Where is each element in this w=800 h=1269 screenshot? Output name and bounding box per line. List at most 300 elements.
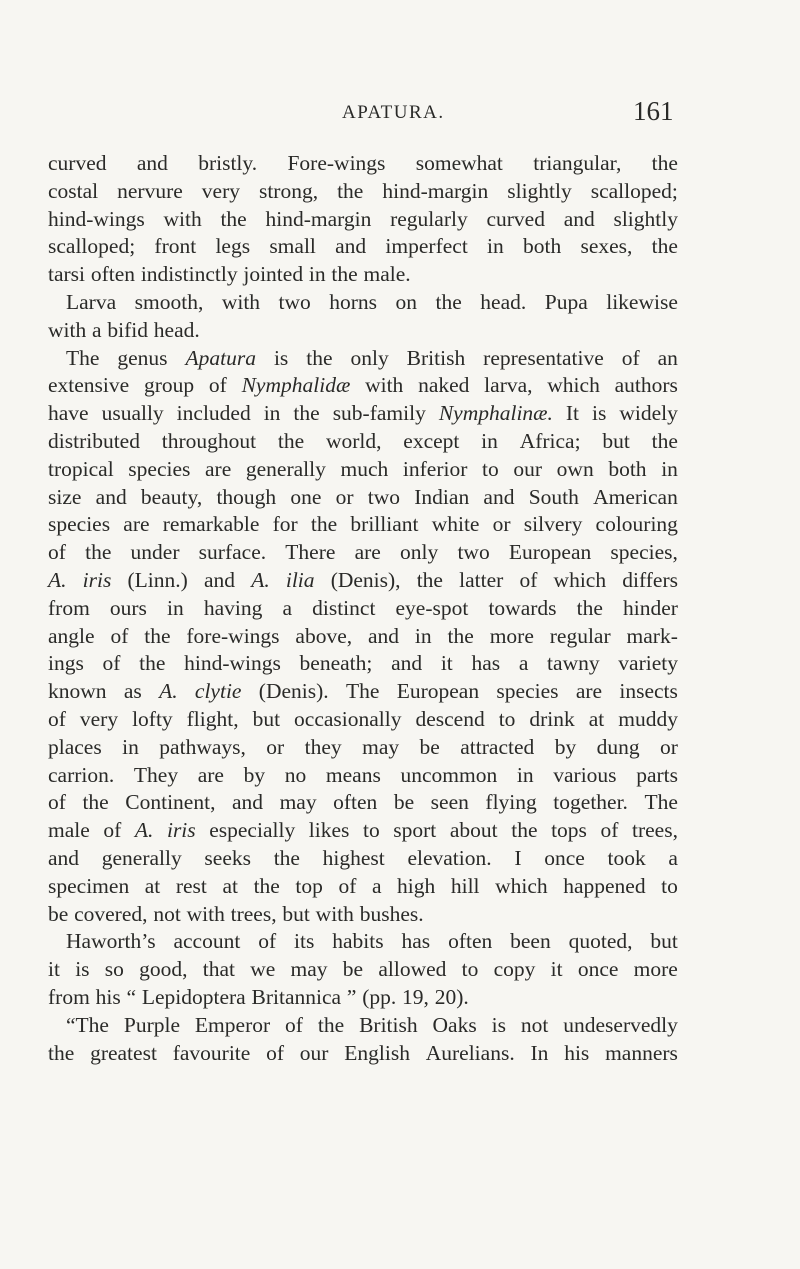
word: very — [79, 706, 119, 731]
word: ours — [109, 595, 147, 620]
text-line — [48, 372, 678, 400]
word: above, — [295, 623, 353, 648]
word: likewise — [606, 289, 678, 314]
word: that — [202, 957, 235, 982]
word: beneath; — [299, 651, 373, 676]
word: one — [290, 484, 322, 509]
word: with — [365, 373, 404, 398]
word: A. — [134, 818, 154, 843]
text-line — [48, 1012, 678, 1040]
word: more — [489, 623, 534, 648]
word: in — [414, 623, 432, 648]
word: drink — [529, 706, 575, 731]
word: inferior — [402, 456, 468, 481]
word: Britannica — [251, 984, 342, 1009]
text-line — [48, 956, 678, 984]
word: be — [419, 734, 440, 759]
word: front — [154, 234, 197, 259]
word: of — [48, 790, 66, 815]
word: and — [203, 567, 236, 592]
word: Nymphalinæ. — [438, 401, 553, 426]
word: elevation. — [407, 845, 492, 870]
word: scalloped; — [590, 178, 678, 203]
word: (Linn.) — [127, 567, 188, 592]
word: larva, — [484, 373, 533, 398]
word: his — [564, 1040, 590, 1065]
word: but — [650, 929, 678, 954]
word: be — [393, 790, 415, 815]
word: in — [263, 401, 281, 426]
word: favourite — [172, 1040, 251, 1065]
word: distributed — [48, 428, 140, 453]
word: be — [342, 957, 364, 982]
text-line — [48, 817, 678, 845]
word: flying — [485, 790, 537, 815]
word: under — [130, 540, 180, 565]
word: by — [243, 762, 266, 787]
word: British — [359, 1012, 418, 1037]
word: to — [498, 706, 516, 731]
word: Aurelians. — [425, 1040, 515, 1065]
word: eye-spot — [395, 595, 469, 620]
word: Pupa — [544, 289, 588, 314]
word: and — [483, 484, 515, 509]
word: has — [401, 929, 431, 954]
word: covered, — [74, 901, 148, 926]
word: or — [660, 734, 678, 759]
word: parts — [636, 762, 678, 787]
word: clytie — [194, 679, 242, 704]
word: to — [362, 818, 380, 843]
text-line — [48, 178, 678, 206]
word: A. — [251, 567, 270, 592]
word: There — [285, 540, 336, 565]
text-line — [48, 901, 678, 929]
word: the — [651, 151, 678, 175]
word: male. — [363, 262, 411, 287]
word: Continent, — [125, 790, 216, 815]
word: of — [266, 1040, 285, 1065]
word: attracted — [460, 734, 535, 759]
word: fore-wings — [186, 623, 280, 648]
word: the — [48, 1040, 75, 1065]
text-line — [48, 456, 678, 484]
word: smooth, — [134, 289, 204, 314]
word: but — [282, 901, 310, 926]
word: male — [48, 818, 90, 843]
word: the — [220, 206, 247, 231]
word: to — [461, 957, 479, 982]
word: scalloped; — [48, 234, 136, 259]
word: the — [144, 623, 171, 648]
word: the — [139, 651, 166, 676]
word: of — [48, 706, 66, 731]
word: for — [272, 512, 298, 537]
word: the — [651, 234, 678, 259]
word: regular — [549, 623, 611, 648]
word: species — [48, 512, 111, 537]
word: iris — [82, 567, 112, 592]
word: the — [277, 428, 305, 453]
text-line — [48, 511, 678, 539]
word: and — [95, 484, 127, 509]
word: be — [48, 901, 69, 926]
word: Purple — [123, 1012, 181, 1037]
word: ilia — [285, 567, 315, 592]
text-line — [48, 567, 678, 595]
word: been — [510, 929, 551, 954]
page-number: 161 — [633, 96, 674, 126]
word: descend — [415, 706, 485, 731]
word: on — [395, 289, 418, 314]
text-line — [48, 261, 678, 289]
word: the — [306, 345, 333, 370]
word: in — [308, 262, 326, 287]
word: or — [266, 734, 285, 759]
word: the — [331, 262, 358, 287]
word: places — [48, 734, 102, 759]
word: but — [602, 428, 630, 453]
word: ings — [48, 651, 84, 676]
word: are — [205, 456, 232, 481]
text-line — [48, 1040, 678, 1068]
word: are — [197, 762, 224, 787]
word: have — [48, 401, 89, 426]
word: silvery — [523, 512, 583, 537]
word: account — [173, 929, 241, 954]
text-line — [48, 233, 678, 261]
word: together. — [553, 790, 628, 815]
word: Africa; — [519, 428, 581, 453]
word: has — [471, 651, 501, 676]
word: angle — [48, 623, 95, 648]
word: a — [518, 651, 529, 676]
word: the — [651, 428, 678, 453]
word: very — [201, 178, 240, 203]
word: curved — [486, 206, 545, 231]
word: rest — [175, 873, 207, 898]
word: not — [520, 1012, 549, 1037]
word: of — [285, 1012, 303, 1037]
word: sexes, — [580, 234, 633, 259]
word: with — [186, 901, 225, 926]
word: of — [519, 567, 538, 592]
word: naked — [418, 373, 470, 398]
word: except — [403, 428, 460, 453]
text-line — [48, 762, 678, 790]
word: species — [128, 456, 191, 481]
word: copy — [493, 957, 536, 982]
word: with — [221, 289, 261, 314]
word: and — [563, 206, 595, 231]
word: as — [123, 679, 142, 704]
word: curved — [48, 151, 107, 175]
word: the — [82, 790, 109, 815]
word: the — [85, 540, 112, 565]
word: the — [310, 512, 338, 537]
word: “The — [66, 1012, 109, 1037]
word: only — [350, 345, 389, 370]
word: once — [544, 845, 585, 870]
word: we — [250, 957, 276, 982]
word: in — [661, 456, 678, 481]
word: with — [163, 206, 202, 231]
word: triangular, — [533, 151, 622, 175]
word: regularly — [390, 206, 468, 231]
word: authors — [614, 373, 678, 398]
word: and — [48, 845, 80, 870]
text-line — [48, 206, 678, 234]
text-line — [48, 734, 678, 762]
word: indistinctly — [140, 262, 238, 287]
word: it — [550, 957, 563, 982]
word: a — [371, 873, 382, 898]
word: genus — [117, 345, 168, 370]
word: I — [514, 845, 522, 870]
text-line — [48, 650, 678, 678]
word: the — [416, 567, 443, 592]
word: remarkable — [162, 512, 260, 537]
word: quoted, — [568, 929, 633, 954]
word: world, — [325, 428, 382, 453]
word: the — [293, 401, 320, 426]
word: an — [657, 345, 678, 370]
word: which — [553, 567, 607, 592]
word: tops — [551, 818, 587, 843]
page-header — [0, 96, 800, 136]
word: white — [431, 512, 480, 537]
word: may — [290, 957, 328, 982]
word: to — [661, 873, 678, 898]
word: costal — [48, 178, 99, 203]
text-line — [48, 678, 678, 706]
word: of — [600, 818, 619, 843]
word: A. — [48, 567, 67, 592]
word: only — [400, 540, 439, 565]
word: of — [103, 818, 122, 843]
word: English — [344, 1040, 410, 1065]
word: generally — [101, 845, 182, 870]
text-line — [48, 289, 678, 317]
word: insects — [619, 679, 678, 704]
word: the — [511, 818, 538, 843]
word: in — [481, 428, 498, 453]
word: Haworth’s — [66, 929, 156, 954]
word: imperfect — [385, 234, 468, 259]
word: more — [633, 957, 678, 982]
text-line — [48, 400, 678, 428]
word: slightly — [613, 206, 678, 231]
text-line — [48, 928, 678, 956]
word: strong, — [258, 178, 319, 203]
word: undeservedly — [563, 1012, 678, 1037]
text-line — [48, 873, 678, 901]
text-line — [48, 484, 678, 512]
word: likes — [308, 818, 350, 843]
word: jointed — [243, 262, 304, 287]
word: no — [284, 762, 307, 787]
word: bushes. — [359, 901, 424, 926]
word: It — [565, 401, 580, 426]
word: both — [608, 456, 647, 481]
word: seeks — [204, 845, 251, 870]
word: generally — [245, 456, 326, 481]
text-line — [48, 789, 678, 817]
word: European — [508, 540, 592, 565]
word: trees, — [230, 901, 277, 926]
word: in — [167, 595, 184, 620]
word: (pp. — [362, 984, 397, 1009]
text-line — [48, 595, 678, 623]
word: of — [208, 373, 227, 398]
word: variety — [618, 651, 678, 676]
word: are — [123, 512, 150, 537]
word: mark- — [626, 623, 678, 648]
word: not — [153, 901, 181, 926]
word: size — [48, 484, 82, 509]
word: our — [513, 456, 543, 481]
word: and — [231, 790, 264, 815]
word: of — [258, 929, 277, 954]
word: species — [496, 679, 559, 704]
word: A. — [159, 679, 178, 704]
word: horns — [329, 289, 378, 314]
word: (Denis), — [330, 567, 401, 592]
word: American — [593, 484, 678, 509]
word: the — [576, 595, 603, 620]
word: of — [102, 651, 121, 676]
word: differs — [622, 567, 678, 592]
word: once — [577, 957, 619, 982]
body-text — [48, 150, 678, 1067]
word: hind-margin — [382, 178, 489, 203]
word: surface. — [198, 540, 267, 565]
word: though — [216, 484, 277, 509]
word: tarsi — [48, 262, 86, 287]
word: occasionally — [294, 706, 402, 731]
word: from — [48, 595, 90, 620]
word: are — [354, 540, 381, 565]
word: In — [530, 1040, 549, 1065]
word: of — [338, 873, 357, 898]
word: trees, — [632, 818, 678, 843]
word: two — [278, 289, 311, 314]
word: highest — [322, 845, 385, 870]
word: in — [487, 234, 504, 259]
word: hill — [450, 873, 480, 898]
word: head. — [153, 317, 200, 342]
text-line — [48, 345, 678, 373]
word: The — [345, 679, 380, 704]
word: in — [516, 762, 534, 787]
word: allowed — [378, 957, 447, 982]
word: a — [282, 595, 293, 620]
word: so — [104, 957, 124, 982]
word: British — [406, 345, 466, 370]
word: representative — [483, 345, 604, 370]
word: Fore-wings — [287, 151, 386, 175]
word: Nymphalidæ — [241, 373, 351, 398]
word: high — [397, 873, 436, 898]
word: may — [279, 790, 317, 815]
word: usually — [101, 401, 164, 426]
word: throughout — [161, 428, 257, 453]
word: about — [449, 818, 498, 843]
word: Apatura — [185, 345, 256, 370]
text-line — [48, 317, 678, 345]
text-line — [48, 428, 678, 456]
word: bifid — [107, 317, 148, 342]
word: having — [203, 595, 263, 620]
word: the — [435, 289, 462, 314]
word: top — [295, 873, 323, 898]
word: known — [48, 679, 107, 704]
text-line — [48, 150, 678, 178]
word: or — [492, 512, 511, 537]
word: at — [222, 873, 238, 898]
word: habits — [332, 929, 384, 954]
word: towards — [488, 595, 557, 620]
word: is — [592, 401, 607, 426]
word: a — [92, 317, 102, 342]
word: the — [447, 623, 474, 648]
word: happened — [563, 873, 646, 898]
word: his — [95, 984, 121, 1009]
word: “ — [126, 984, 137, 1009]
word: distinct — [312, 595, 376, 620]
word: pathways, — [159, 734, 246, 759]
word: small — [269, 234, 316, 259]
word: to — [482, 456, 499, 481]
word: its — [294, 929, 315, 954]
running-title: APATURA. — [342, 102, 445, 123]
word: of — [110, 623, 129, 648]
word: specimen — [48, 873, 130, 898]
word: and — [136, 151, 168, 175]
word: hind-wings — [184, 651, 281, 676]
word: South — [528, 484, 579, 509]
word: muddy — [618, 706, 678, 731]
word: a — [668, 845, 678, 870]
text-line — [48, 984, 678, 1012]
word: the — [337, 178, 364, 203]
word: but — [252, 706, 281, 731]
word: Lepidoptera — [141, 984, 246, 1009]
word: Indian — [414, 484, 470, 509]
word: with — [315, 901, 354, 926]
word: dung — [596, 734, 640, 759]
word: carrion. — [48, 762, 115, 787]
word: included — [176, 401, 251, 426]
word: it — [48, 957, 60, 982]
word: two — [457, 540, 490, 565]
word: with — [48, 317, 87, 342]
word: ” — [346, 984, 357, 1009]
word: brilliant — [350, 512, 419, 537]
word: by — [554, 734, 577, 759]
word: 20). — [434, 984, 469, 1009]
word: the — [273, 845, 300, 870]
word: iris — [166, 818, 196, 843]
word: they — [304, 734, 342, 759]
word: two — [367, 484, 401, 509]
word: latter — [459, 567, 504, 592]
word: hind-margin — [265, 206, 372, 231]
word: uncommon — [400, 762, 498, 787]
word: from — [48, 984, 90, 1009]
word: seen — [430, 790, 469, 815]
word: are — [575, 679, 603, 704]
